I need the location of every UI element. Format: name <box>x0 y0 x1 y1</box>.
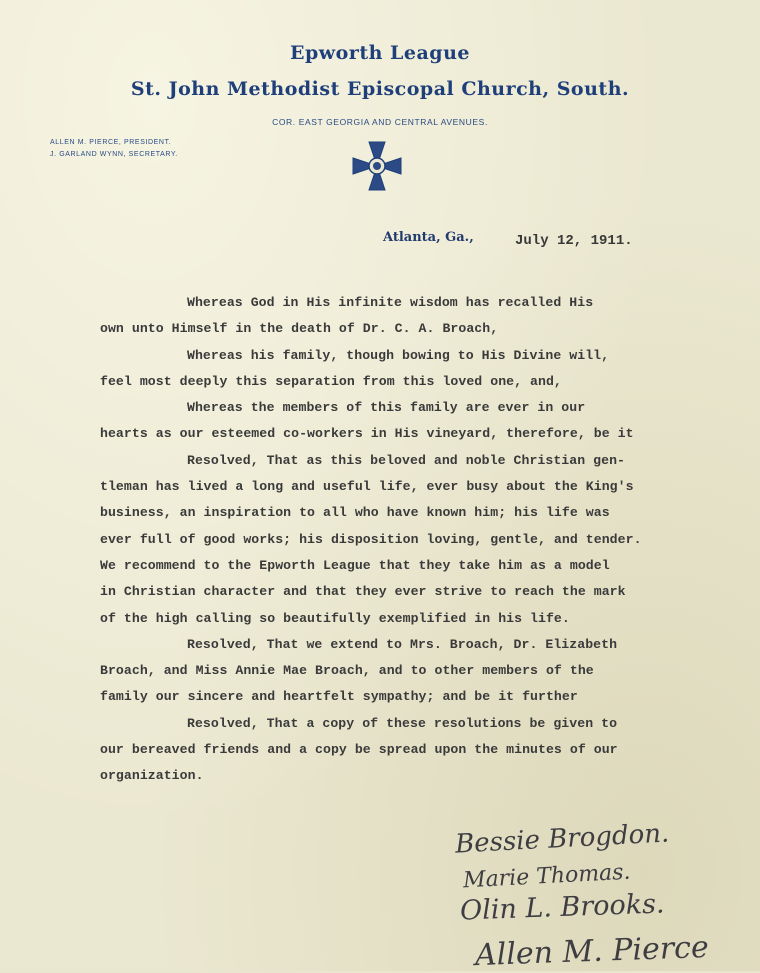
signature-2: Marie Thomas. <box>462 859 632 894</box>
church-title: St. John Methodist Episcopal Church, South. <box>130 78 630 100</box>
body-line: Whereas his family, though bowing to His Divine will, <box>187 347 610 363</box>
body-line: ever full of good works; his disposition loving, gentle, and tender. <box>100 531 642 547</box>
body-line: business, an inspiration to all who have known him; his life was <box>100 505 610 521</box>
body-line: Whereas God in His infinite wisdom has recalled His <box>187 295 594 310</box>
body-line: own unto Himself in the death of Dr. C. A. Broach, <box>100 321 499 337</box>
body-line: Resolved, That a copy of these resolutions be given to <box>187 715 618 731</box>
signature-3: Olin L. Brooks. <box>459 888 666 927</box>
dateline-date: July 12, 1911. <box>515 233 633 249</box>
org-title: Epworth League <box>290 42 470 64</box>
maltese-cross-emblem <box>349 140 405 192</box>
body-line: hearts as our esteemed co-workers in His vineyard, therefore, be it <box>100 426 634 442</box>
body-line: Broach, and Miss Annie Mae Broach, and to other members of the <box>100 663 594 679</box>
body-line: Resolved, That as this beloved and noble Christian gen- <box>187 452 626 468</box>
body-line: family our sincere and heartfelt sympathy; and be it further <box>100 689 578 705</box>
signature-1: Bessie Brogdon. <box>454 818 670 860</box>
church-address: COR. EAST GEORGIA AND CENTRAL AVENUES. <box>272 117 488 127</box>
body-line: feel most deeply this separation from this loved one, and, <box>100 373 562 389</box>
resolution-body <box>100 290 740 790</box>
body-line: Whereas the members of this family are ever in our <box>187 400 586 416</box>
body-line: our bereaved friends and a copy be spread upon the minutes of our <box>100 742 618 758</box>
body-line: in Christian character and that they ever strive to reach the mark <box>100 584 626 600</box>
body-line: Resolved, That we extend to Mrs. Broach, Dr. Elizabeth <box>187 636 618 652</box>
body-line: of the high calling so beautifully exemplified in his life. <box>100 610 570 626</box>
officer-secretary: J. GARLAND WYNN, SECRETARY. <box>50 151 178 158</box>
body-line: organization. <box>100 768 204 784</box>
officer-president: ALLEN M. PIERCE, PRESIDENT. <box>50 139 172 146</box>
officers-list <box>50 137 178 161</box>
dateline-place: Atlanta, Ga., <box>383 230 474 245</box>
body-line: We recommend to the Epworth League that they take him as a model <box>100 557 610 573</box>
body-line: tleman has lived a long and useful life, ever busy about the King's <box>100 479 634 495</box>
signature-4: Allen M. Pierce <box>474 929 710 973</box>
